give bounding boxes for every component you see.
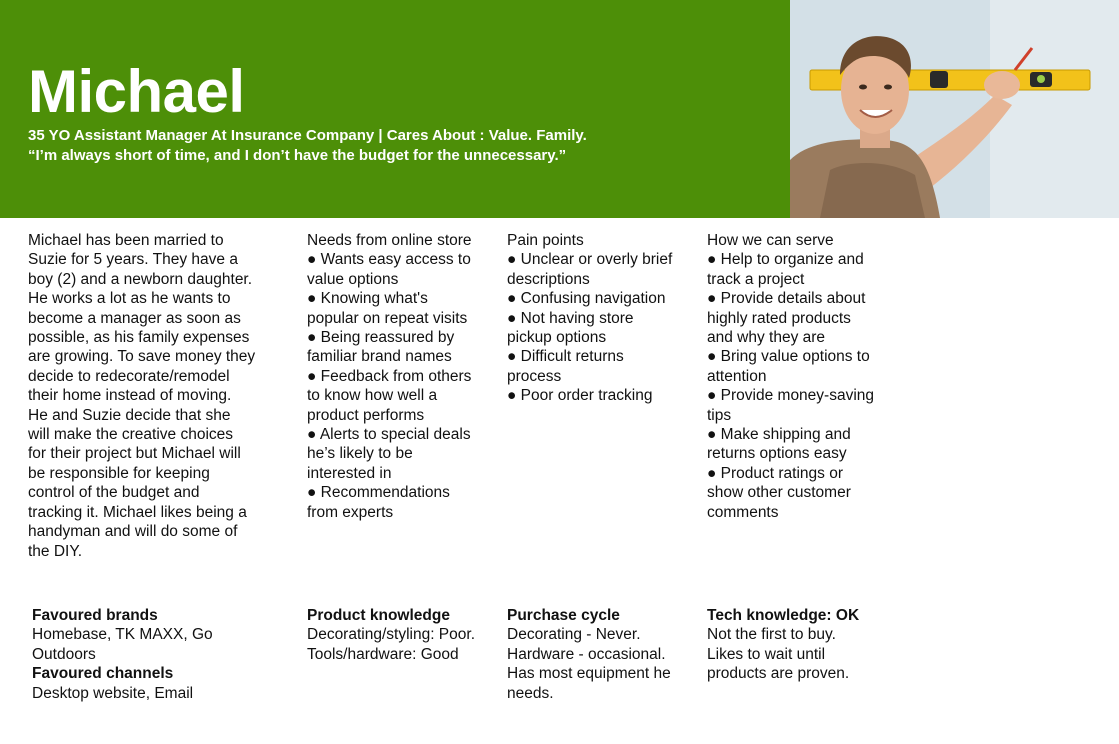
- needs-title: Needs from online store: [307, 232, 472, 249]
- serve-line: ● Bring value options to: [707, 348, 870, 366]
- persona-subtitle: 35 YO Assistant Manager At Insurance Company | Cares About : Value. Family.: [28, 127, 587, 144]
- bio-text: [28, 231, 278, 561]
- pain-point-line: ● Confusing navigation: [507, 290, 666, 308]
- bio-line: be responsible for keeping: [28, 464, 210, 482]
- serve-line: ● Help to organize and: [707, 251, 864, 269]
- bio-line: their home instead of moving.: [28, 387, 232, 405]
- tech-knowledge-line: products are proven.: [707, 665, 850, 683]
- needs-line: ● Recommendations: [307, 484, 450, 502]
- brands-section: [32, 606, 292, 703]
- purchase-cycle-line: Has most equipment he: [507, 665, 671, 683]
- serve-line: highly rated products: [707, 309, 851, 327]
- bio-line: He and Suzie decide that she: [28, 406, 231, 424]
- serve-line: ● Product ratings or: [707, 464, 844, 482]
- bio-line: possible, as his family expenses: [28, 329, 250, 347]
- serve-line: ● Provide money-saving: [707, 387, 875, 405]
- pain-point-line: ● Poor order tracking: [507, 387, 653, 405]
- purchase-cycle-line: Hardware - occasional.: [507, 645, 666, 663]
- tech-knowledge-section: [707, 606, 907, 684]
- tech-knowledge-title: Tech knowledge: OK: [707, 607, 860, 624]
- pain-point-line: ● Difficult returns: [507, 348, 624, 366]
- pain-point-line: ● Not having store: [507, 309, 634, 327]
- product-knowledge-line: Tools/hardware: Good: [307, 645, 459, 663]
- bio-line: He works a lot as he wants to: [28, 290, 231, 308]
- serve-line: show other customer: [707, 484, 851, 502]
- serve-line: ● Provide details about: [707, 290, 866, 308]
- bio-line: are growing. To save money they: [28, 348, 256, 366]
- bio-line: Suzie for 5 years. They have a: [28, 251, 238, 269]
- product-knowledge-title: Product knowledge: [307, 607, 450, 624]
- needs-section: [307, 231, 502, 522]
- serve-line: track a project: [707, 270, 805, 288]
- needs-line: ● Knowing what's: [307, 290, 428, 308]
- product-knowledge-line: Decorating/styling: Poor.: [307, 626, 476, 644]
- bio-line: will make the creative choices: [28, 426, 234, 444]
- serve-line: attention: [707, 367, 767, 385]
- pain-point-line: pickup options: [507, 329, 607, 347]
- tech-knowledge-line: Not the first to buy.: [707, 626, 836, 644]
- persona-name: Michael: [28, 58, 245, 125]
- needs-line: ● Being reassured by: [307, 329, 455, 347]
- needs-line: familiar brand names: [307, 348, 452, 366]
- serve-line: comments: [707, 503, 779, 521]
- needs-line: popular on repeat visits: [307, 309, 468, 327]
- serve-line: tips: [707, 406, 732, 424]
- needs-line: ● Feedback from others: [307, 367, 472, 385]
- needs-line: product performs: [307, 406, 425, 424]
- brands-line: Homebase, TK MAXX, Go: [32, 626, 213, 644]
- needs-line: ● Alerts to special deals: [307, 426, 471, 444]
- persona-header: [0, 0, 790, 218]
- serve-line: and why they are: [707, 329, 826, 347]
- pain-point-line: descriptions: [507, 270, 590, 288]
- purchase-cycle-title: Purchase cycle: [507, 607, 620, 624]
- needs-line: ● Wants easy access to: [307, 251, 471, 269]
- persona-quote: “I’m always short of time, and I don’t have the budget for the unnecessary.”: [28, 147, 567, 164]
- purchase-cycle-line: needs.: [507, 684, 554, 702]
- needs-line: interested in: [307, 464, 392, 482]
- bio-line: tracking it. Michael likes being a: [28, 503, 247, 521]
- tech-knowledge-line: Likes to wait until: [707, 645, 826, 663]
- serve-line: returns options easy: [707, 445, 847, 463]
- bio-line: the DIY.: [28, 542, 83, 560]
- purchase-cycle-line: Decorating - Never.: [507, 626, 641, 644]
- needs-line: he’s likely to be: [307, 445, 413, 463]
- brands-line: Outdoors: [32, 645, 96, 663]
- serve-section: [707, 231, 902, 522]
- channels-title: Favoured channels: [32, 665, 174, 683]
- pain-points-section: [507, 231, 702, 406]
- bio-line: boy (2) and a newborn daughter.: [28, 270, 253, 288]
- channels-value: Desktop website, Email: [32, 684, 194, 702]
- person-with-spirit-level-photo: [790, 0, 1119, 218]
- pain-points-title: Pain points: [507, 232, 584, 249]
- serve-line: ● Make shipping and: [707, 426, 851, 444]
- needs-line: from experts: [307, 503, 394, 521]
- bio-line: Michael has been married to: [28, 232, 224, 249]
- bio-line: decide to redecorate/remodel: [28, 367, 230, 385]
- product-knowledge-section: [307, 606, 502, 664]
- persona-photo: [790, 0, 1119, 218]
- brands-title: Favoured brands: [32, 607, 158, 624]
- bio-line: for their project but Michael will: [28, 445, 241, 463]
- purchase-cycle-section: [507, 606, 702, 703]
- bio-line: become a manager as soon as: [28, 309, 241, 327]
- pain-point-line: process: [507, 367, 562, 385]
- bio-line: handyman and will do some of: [28, 523, 238, 541]
- pain-point-line: ● Unclear or overly brief: [507, 251, 673, 269]
- serve-title: How we can serve: [707, 232, 834, 249]
- needs-line: to know how well a: [307, 387, 438, 405]
- bio-line: control of the budget and: [28, 484, 200, 502]
- needs-line: value options: [307, 270, 399, 288]
